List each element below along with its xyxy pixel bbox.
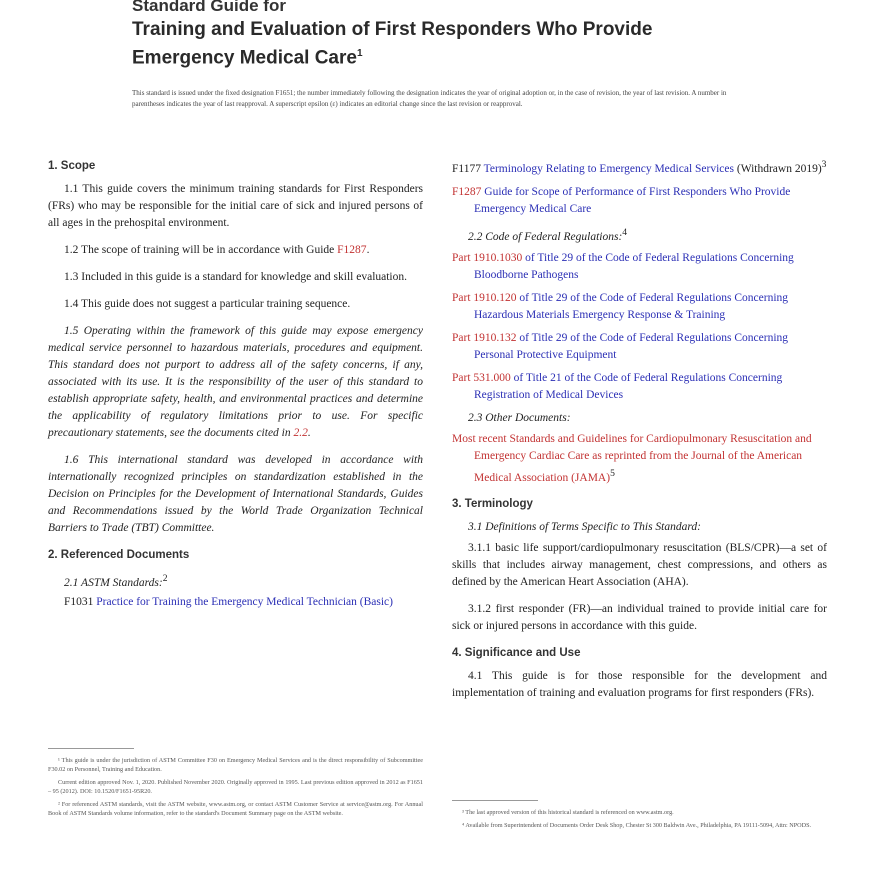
reference-f1287: F1287 Guide for Scope of Performance of First Responders Who Provide Emergency Medical Care [452,185,791,215]
reference-f1177: F1177 Terminology Relating to Emergency Medical Services (Withdrawn 2019)$^3$ [452,159,827,175]
other-document-jama: Most recent Standards and Guidelines for Cardiopulmonary Resuscitation and Emergency Cardiac Care as reprinted from the Journal of the American Medical Association (JAMA)$^5$ [452,432,812,484]
section-1-heading: 1. Scope [48,160,96,172]
link-f1287-guide[interactable]: Guide for Scope of Performance of First Responders Who Provide Emergency Medical Care [474,185,791,215]
paragraph-3-1-2: 3.1.2 first responder (FR)—an individual trained to provide initial care for sick or injured persons in accordance with this guide. [452,603,827,633]
cfr-1910-1030: Part 1910.1030 of Title 29 of the Code of Federal Regulations Concerning Bloodborne Pathogens [452,251,794,281]
left-column [48,152,423,617]
footnote-rule-right [452,800,538,801]
paragraph-1-1: 1.1 This guide covers the minimum training standards for First Responders (FRs) who may be responsible for the initial care of sick and injured persons of all ages in the prehospital environment. [48,183,423,229]
section-2-heading: 2. Referenced Documents [48,549,190,561]
paragraph-2-1: 2.1 ASTM Standards:$^2$ [64,573,168,589]
pre-title: Standard Guide for [132,0,286,15]
paragraph-1-6: 1.6 This international standard was developed in accordance with internationally recognized principles on standardization established in the Decision on Principles for the Development of International Standards, Guides and Recommendations issued by the World Trade Organization Technical Barriers to Trade (TBT) Committee. [48,454,423,534]
paragraph-3-1: 3.1 Definitions of Terms Specific to This Standard: [468,521,701,534]
footnote-1b: Current edition approved Nov. 1, 2020. Published November 2020. Originally approved in 1995. Last previous edition approved in 2012 as F1651 – 95 (2012). DOI: 10.1520/F1651-95R20. [48,779,423,795]
link-cfr-1910-1030[interactable]: of Title 29 of the Code of Federal Regulations Concerning Bloodborne Pathogens [474,251,794,281]
footnote-3: ³ The last approved version of this historical standard is referenced on www.astm.org. [462,809,674,816]
title-footnote-mark: 1 [356,48,363,59]
document-title [132,18,832,70]
paragraph-3-1-1: 3.1.1 basic life support/cardiopulmonary resuscitation (BLS/CPR)—a set of skills that includes airway management, chest compressions, and others as defined by the American Heart Association (AHA). [452,542,827,589]
link-f1177[interactable]: Terminology Relating to Emergency Medical Services [483,162,734,175]
designation-notice: This standard is issued under the fixed designation F1651; the number immediately following the designation indicates the year of original adoption or, in the case of revision, the year of last revision. A number in parentheses indicates the year of last reapproval. A superscript epsilon (ε) indicates an editorial change since the last revision or reapproval. [132,89,727,108]
title-line-1: Training and Evaluation of First Responders Who Provide [132,19,653,40]
footnotes-left [48,756,423,822]
paragraph-1-3: 1.3 Included in this guide is a standard for knowledge and skill evaluation. [64,271,408,283]
link-cfr-1910-120[interactable]: of Title 29 of the Code of Federal Regulations Concerning Hazardous Materials Emergency Response & Training [474,291,789,321]
footnote-rule-left [48,748,134,749]
link-f1031[interactable]: Practice for Training the Emergency Medical Technician (Basic) [96,595,393,608]
paragraph-1-5: 1.5 Operating within the framework of this guide may expose emergency medical service personnel to hazardous materials, procedures and equipment. This standard does not purport to address all of the safety concerns, if any, associated with its use. It is the responsibility of the user of this standard to establish appropriate safety, health, and environmental practices and determine the applicability of regulatory limitations prior to use. For specific precautionary statements, see the documents cited in 2.2. [48,325,423,439]
cfr-1910-132: Part 1910.132 of Title 29 of the Code of Federal Regulations Concerning Personal Protective Equipment [452,331,789,361]
paragraph-1-2: 1.2 The scope of training will be in accordance with Guide F1287. [64,244,370,256]
document-header [132,0,832,70]
footnote-2: ² For referenced ASTM standards, visit the ASTM website, www.astm.org, or contact ASTM Customer Service at service@astm.org. For Annual Book of ASTM Standards volume information, refer to the standard's Document Summary page on the ASTM website. [48,801,423,817]
link-f1287[interactable]: F1287 [337,244,367,256]
footnote-4: ⁴ Available from Superintendent of Documents Order Desk Shop, Chester St 300 Baldwin Ave., Philadelphia, PA 19111-5094, Attn: NPODS. [462,822,812,829]
cfr-1910-120: Part 1910.120 of Title 29 of the Code of Federal Regulations Concerning Hazardous Materials Emergency Response & Training [452,291,789,321]
footnotes-right [452,808,827,834]
section-4-heading: 4. Significance and Use [452,647,581,660]
right-column [452,152,827,712]
paragraph-4-1: 4.1 This guide is for those responsible for the development and implementation of training and evaluation programs for first responders (FRs). [452,670,827,700]
paragraph-1-4: 1.4 This guide does not suggest a particular training sequence. [64,298,351,310]
link-2-2[interactable]: 2.2 [293,427,308,439]
link-jama[interactable]: Most recent Standards and Guidelines for Cardiopulmonary Resuscitation and Emergency Cardiac Care as reprinted from the Journal of the American Medical Association (JAMA) [452,432,812,484]
paragraph-2-2: 2.2 Code of Federal Regulations:$^4$ [468,226,628,243]
link-cfr-1910-132[interactable]: of Title 29 of the Code of Federal Regulations Concerning Personal Protective Equipment [474,331,789,361]
reference-f1031: F1031 Practice for Training the Emergency Medical Technician (Basic) [64,595,393,608]
title-line-2: Emergency Medical Care [132,47,357,69]
section-3-heading: 3. Terminology [452,498,533,511]
footnote-1: ¹ This guide is under the jurisdiction of ASTM Committee F30 on Emergency Medical Services and is the direct responsibility of Subcommittee F30.02 on Personnel, Training and Education. [48,757,423,773]
link-cfr-531-000[interactable]: of Title 21 of the Code of Federal Regulations Concerning Registration of Medical Devices [474,371,783,401]
cfr-531-000: Part 531.000 of Title 21 of the Code of Federal Regulations Concerning Registration of Medical Devices [452,371,783,401]
paragraph-2-3: 2.3 Other Documents: [468,411,571,424]
